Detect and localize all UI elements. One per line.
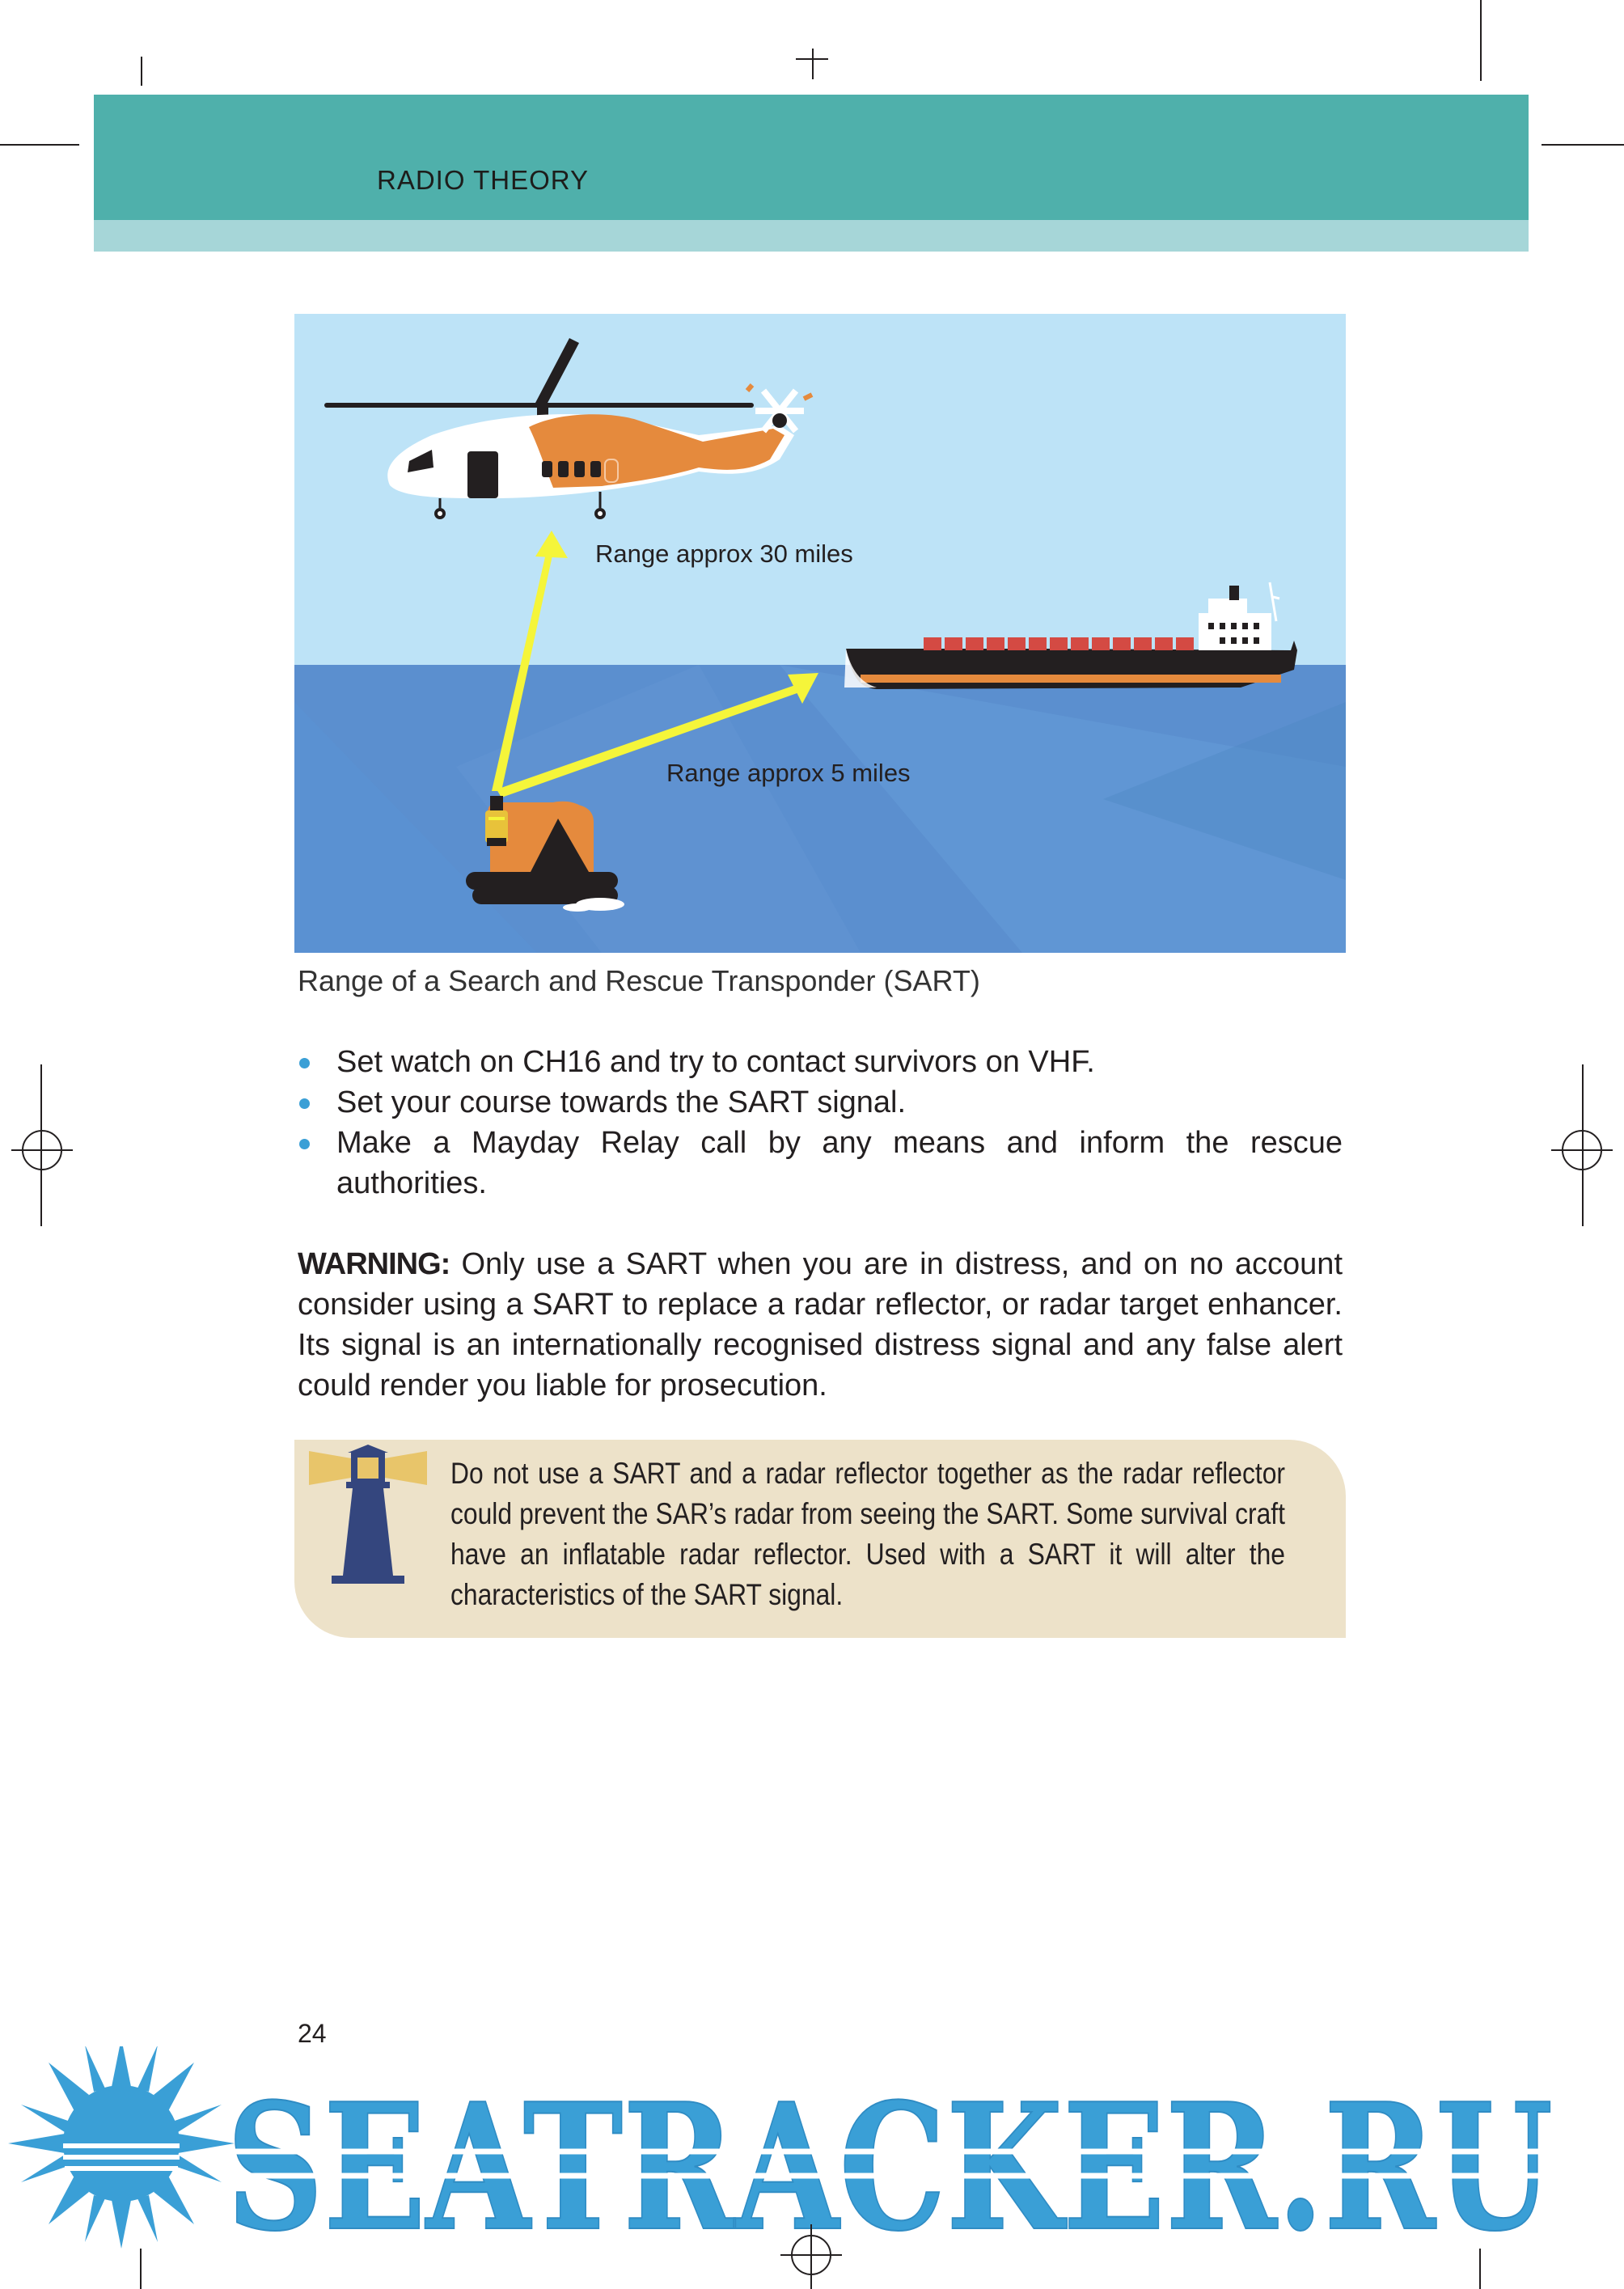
- warning-label: WARNING:: [298, 1247, 450, 1281]
- figure-caption: Range of a Search and Rescue Transponder (SART): [298, 964, 980, 997]
- crop-mark: [141, 57, 142, 86]
- crop-mark: [1542, 144, 1624, 146]
- crop-mark: [1480, 0, 1482, 81]
- action-list: [298, 1042, 1343, 1204]
- sun-icon: [8, 2046, 235, 2249]
- crop-mark: [812, 49, 814, 79]
- sart-range-illustration: [294, 314, 1346, 953]
- crop-mark: [796, 58, 828, 60]
- list-item: Set watch on CH16 and try to contact survivors on VHF.: [298, 1042, 1343, 1082]
- watermark: [0, 2046, 1624, 2289]
- warning-paragraph: [298, 1244, 1343, 1406]
- watermark-text: SEATRACKER.RU: [226, 2065, 1553, 2270]
- lighthouse-icon: [299, 1441, 437, 1587]
- tip-text: Do not use a SART and a radar reflector together as the radar reflector could prevent the SAR’s radar from seeing the SART. Some survival craft have an inflatable radar reflector. Used with a SART it will alter the characteristics of the SART signal.: [450, 1457, 1285, 1611]
- registration-mark-right: [1551, 1119, 1613, 1181]
- warning-text: Only use a SART when you are in distress, and on no account consider using a SART to replace a radar reflector, or radar target enhancer. Its signal is an internationally recognised distress signal and any false alert could render you liable for prosecution.: [298, 1247, 1343, 1403]
- label-helicopter-range: Range approx 30 miles: [595, 539, 853, 568]
- page-number: 24: [298, 2019, 327, 2048]
- crop-mark: [0, 144, 79, 146]
- header-strip: [94, 220, 1529, 252]
- label-ship-range: Range approx 5 miles: [666, 759, 911, 787]
- list-item: Set your course towards the SART signal.: [298, 1082, 1343, 1123]
- section-title: RADIO THEORY: [377, 165, 589, 195]
- list-item: Make a Mayday Relay call by any means and inform the rescue authorities.: [298, 1123, 1343, 1204]
- registration-mark-left: [11, 1119, 73, 1181]
- header-band: [94, 95, 1529, 220]
